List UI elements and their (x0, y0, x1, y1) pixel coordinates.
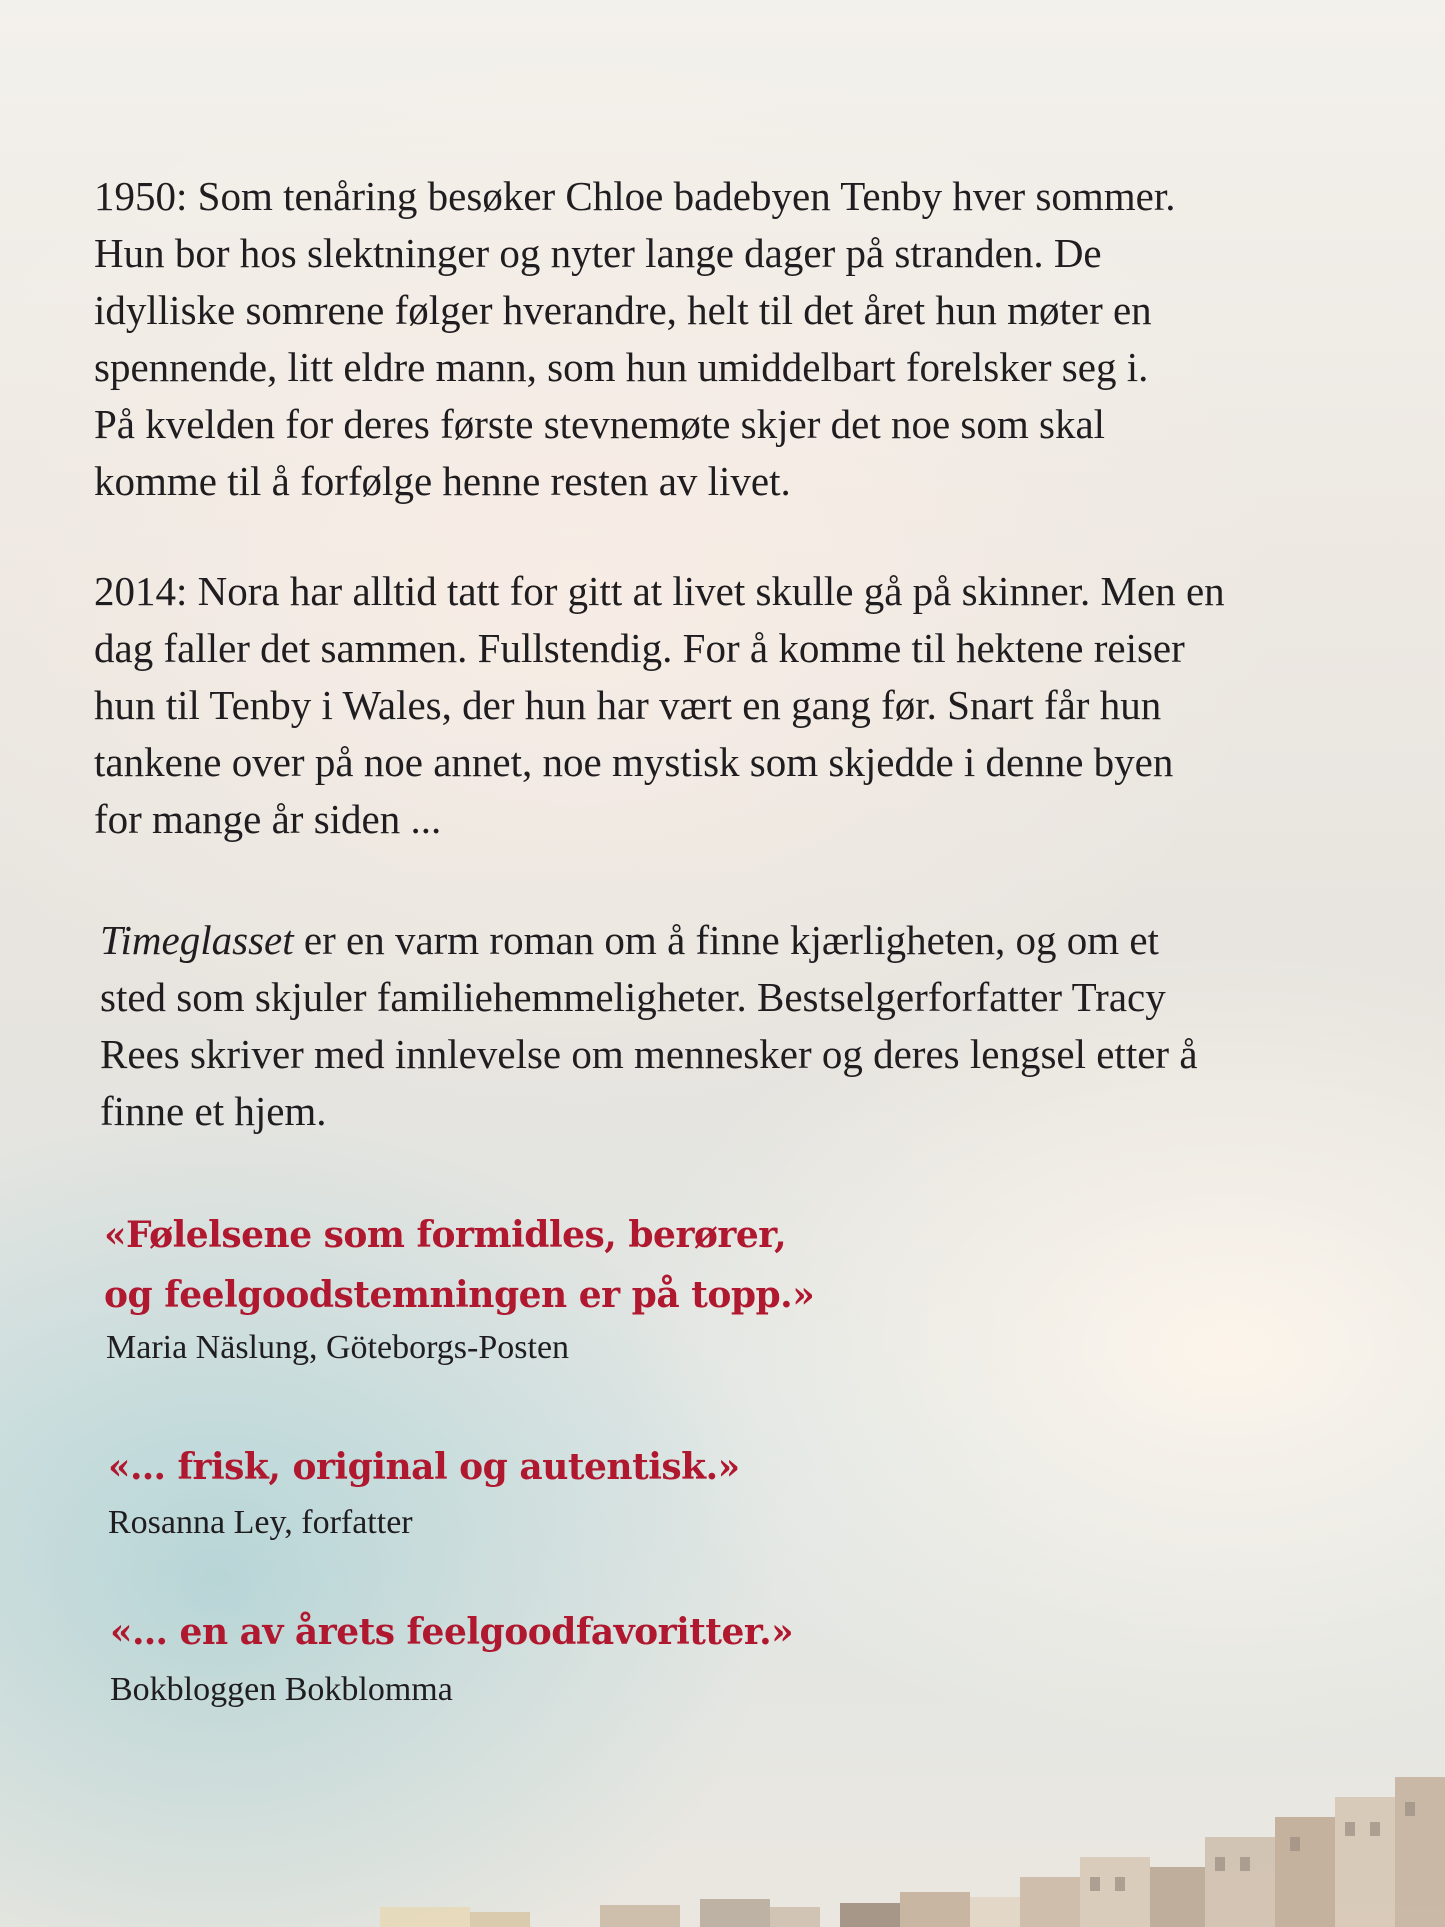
quote-line: «… en av årets feelgoodfavoritter.» (110, 1611, 794, 1653)
quote-line: «Følelsene som formidles, berører, (104, 1214, 787, 1256)
review-source-3: Bokbloggen Bokblomma (110, 1671, 453, 1708)
book-title: Timeglasset (100, 917, 294, 963)
blurb-line: tankene over på noe annet, noe mystisk som skjedde i denne byen (94, 739, 1174, 785)
blurb-line: finne et hjem. (100, 1088, 327, 1134)
blurb-text: er en varm roman om å finne kjærligheten, og om et (293, 917, 1159, 963)
blurb-line: for mange år siden ... (94, 796, 442, 842)
blurb-line: 1950: Som tenåring besøker Chloe badebyen Tenby hver sommer. (94, 173, 1176, 219)
blurb-line: 2014: Nora har alltid tatt for gitt at livet skulle gå på skinner. Men en (94, 568, 1225, 614)
blurb-paragraph-summary (100, 912, 1400, 1140)
blurb-line: På kvelden for deres første stevnemøte skjer det noe som skal (94, 401, 1106, 447)
review-source-1: Maria Näslung, Göteborgs-Posten (106, 1329, 570, 1366)
blurb-line: idylliske somrene følger hverandre, helt til det året hun møter en (94, 287, 1152, 333)
review-quote-1 (104, 1205, 814, 1325)
town-skyline-illustration (0, 1727, 1445, 1927)
blurb-line: sted som skjuler familiehemmeligheter. Bestselgerforfatter Tracy (100, 974, 1166, 1020)
blurb-line: Rees skriver med innlevelse om mennesker og deres lengsel etter å (100, 1031, 1198, 1077)
review-quote-3 (110, 1602, 793, 1662)
review-source-2: Rosanna Ley, forfatter (108, 1504, 413, 1541)
review-quote-2 (108, 1437, 740, 1497)
quote-line: «… frisk, original og autentisk.» (108, 1446, 740, 1488)
blurb-line: spennende, litt eldre mann, som hun umiddelbart forelsker seg i. (94, 344, 1149, 390)
blurb-paragraph-2014 (94, 563, 1394, 848)
blurb-line: dag faller det sammen. Fullstendig. For å komme til hektene reiser (94, 625, 1185, 671)
quote-line: og feelgoodstemningen er på topp.» (104, 1274, 815, 1316)
blurb-line: Hun bor hos slektninger og nyter lange dager på stranden. De (94, 230, 1102, 276)
blurb-line (100, 912, 1400, 969)
blurb-line: komme til å forfølge henne resten av livet. (94, 458, 791, 504)
blurb-paragraph-1950 (94, 168, 1394, 510)
blurb-line: hun til Tenby i Wales, der hun har vært en gang før. Snart får hun (94, 682, 1162, 728)
